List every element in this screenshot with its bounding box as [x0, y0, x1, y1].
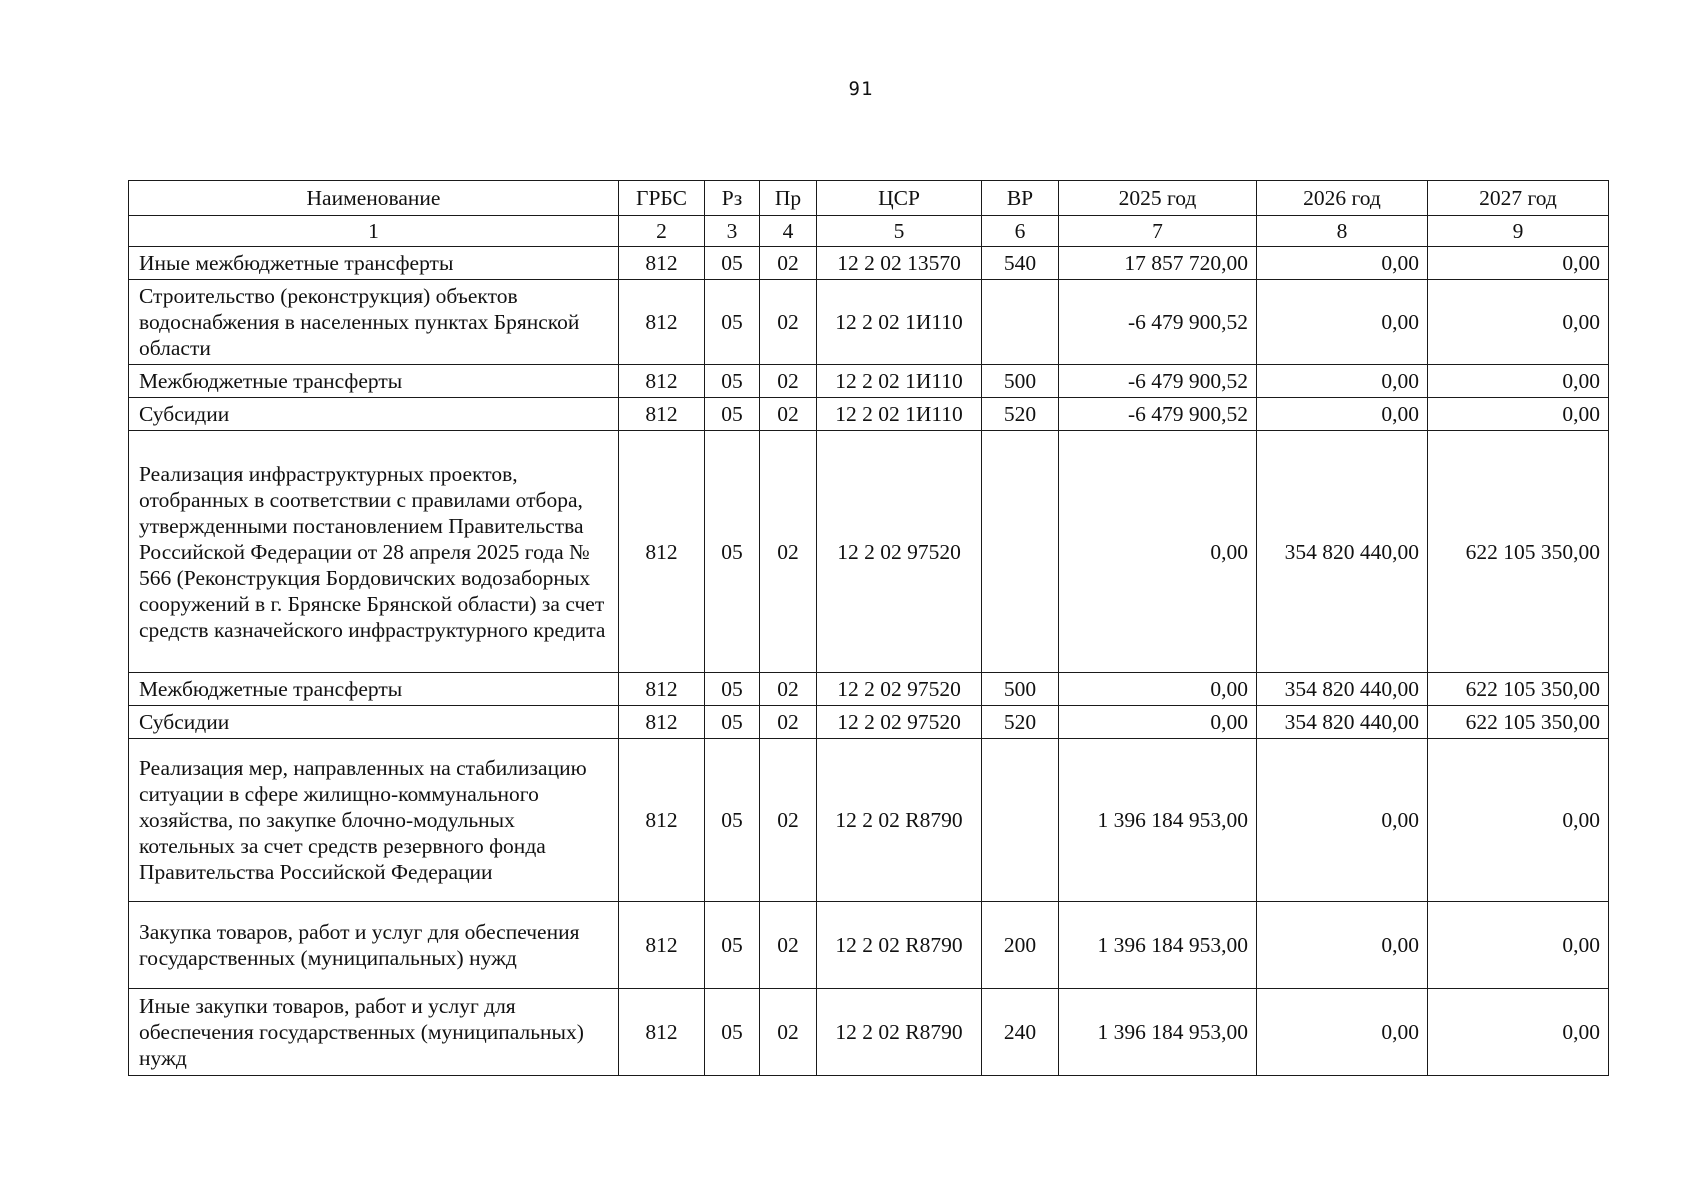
row-grbs: 812: [619, 365, 705, 398]
column-number-row: [129, 216, 1609, 247]
row-2027: 622 105 350,00: [1428, 431, 1609, 673]
row-2027: 0,00: [1428, 280, 1609, 365]
row-pr: 02: [760, 739, 817, 902]
column-number: 6: [982, 216, 1059, 247]
row-name: Иные закупки товаров, работ и услуг для обеспечения государственных (муниципальных) нужд: [129, 989, 619, 1076]
header-row: [129, 181, 1609, 216]
column-number: 3: [705, 216, 760, 247]
row-csr: 12 2 02 97520: [817, 431, 982, 673]
row-vr: [982, 280, 1059, 365]
row-grbs: 812: [619, 280, 705, 365]
header-rz: Рз: [705, 181, 760, 216]
table-body: [129, 247, 1609, 1076]
row-grbs: 812: [619, 247, 705, 280]
row-rz: 05: [705, 398, 760, 431]
table-row: [129, 902, 1609, 989]
row-pr: 02: [760, 989, 817, 1076]
row-pr: 02: [760, 902, 817, 989]
header-2027: 2027 год: [1428, 181, 1609, 216]
row-name: Закупка товаров, работ и услуг для обеспечения государственных (муниципальных) нужд: [129, 902, 619, 989]
row-name: Межбюджетные трансферты: [129, 365, 619, 398]
column-number: 4: [760, 216, 817, 247]
row-2025: 0,00: [1059, 431, 1257, 673]
row-2027: 0,00: [1428, 902, 1609, 989]
row-vr: 500: [982, 365, 1059, 398]
row-2026: 0,00: [1257, 902, 1428, 989]
row-2027: 0,00: [1428, 365, 1609, 398]
table-row: [129, 247, 1609, 280]
row-rz: 05: [705, 280, 760, 365]
row-2026: 354 820 440,00: [1257, 706, 1428, 739]
row-vr: [982, 739, 1059, 902]
row-rz: 05: [705, 706, 760, 739]
row-rz: 05: [705, 247, 760, 280]
row-2025: 17 857 720,00: [1059, 247, 1257, 280]
header-pr: Пр: [760, 181, 817, 216]
row-csr: 12 2 02 R8790: [817, 989, 982, 1076]
row-csr: 12 2 02 1И110: [817, 398, 982, 431]
row-2026: 0,00: [1257, 247, 1428, 280]
row-vr: 520: [982, 706, 1059, 739]
row-2027: 622 105 350,00: [1428, 706, 1609, 739]
header-name: Наименование: [129, 181, 619, 216]
row-rz: 05: [705, 365, 760, 398]
table-row: [129, 673, 1609, 706]
table-row: [129, 365, 1609, 398]
table-row: [129, 989, 1609, 1076]
page-number: 91: [848, 78, 874, 100]
table-row: [129, 431, 1609, 673]
row-csr: 12 2 02 R8790: [817, 739, 982, 902]
column-number: 2: [619, 216, 705, 247]
row-2027: 0,00: [1428, 739, 1609, 902]
row-csr: 12 2 02 97520: [817, 673, 982, 706]
row-csr: 12 2 02 13570: [817, 247, 982, 280]
column-number: 8: [1257, 216, 1428, 247]
column-number: 1: [129, 216, 619, 247]
row-pr: 02: [760, 280, 817, 365]
row-pr: 02: [760, 398, 817, 431]
row-grbs: 812: [619, 431, 705, 673]
row-name: Реализация инфраструктурных проектов, отобранных в соответствии с правилами отбора, утвержденными постановлением Правительства Российской Федерации от 28 апреля 2025 года № 566 (Реконструкция Бордовичских водозаборных сооружений в г. Брянске Брянской области) за счет средств казначейского инфраструктурного кредита: [129, 431, 619, 673]
row-2027: 622 105 350,00: [1428, 673, 1609, 706]
row-pr: 02: [760, 365, 817, 398]
row-rz: 05: [705, 431, 760, 673]
row-2026: 0,00: [1257, 398, 1428, 431]
row-vr: 200: [982, 902, 1059, 989]
row-csr: 12 2 02 R8790: [817, 902, 982, 989]
row-grbs: 812: [619, 706, 705, 739]
row-2027: 0,00: [1428, 989, 1609, 1076]
row-rz: 05: [705, 989, 760, 1076]
column-number: 7: [1059, 216, 1257, 247]
row-2026: 0,00: [1257, 989, 1428, 1076]
row-grbs: 812: [619, 673, 705, 706]
row-pr: 02: [760, 706, 817, 739]
row-2025: -6 479 900,52: [1059, 365, 1257, 398]
row-csr: 12 2 02 1И110: [817, 365, 982, 398]
table-row: [129, 739, 1609, 902]
row-2025: 1 396 184 953,00: [1059, 902, 1257, 989]
row-2026: 0,00: [1257, 280, 1428, 365]
row-2025: -6 479 900,52: [1059, 280, 1257, 365]
row-grbs: 812: [619, 739, 705, 902]
row-vr: [982, 431, 1059, 673]
row-grbs: 812: [619, 398, 705, 431]
header-csr: ЦСР: [817, 181, 982, 216]
row-name: Реализация мер, направленных на стабилизацию ситуации в сфере жилищно-коммунального хозяйства, по закупке блочно-модульных котельных за счет средств резервного фонда Правительства Российской Федерации: [129, 739, 619, 902]
row-grbs: 812: [619, 989, 705, 1076]
row-name: Субсидии: [129, 706, 619, 739]
row-2025: 1 396 184 953,00: [1059, 989, 1257, 1076]
row-rz: 05: [705, 673, 760, 706]
row-rz: 05: [705, 902, 760, 989]
row-pr: 02: [760, 247, 817, 280]
row-2026: 0,00: [1257, 739, 1428, 902]
row-vr: 540: [982, 247, 1059, 280]
row-pr: 02: [760, 431, 817, 673]
row-2027: 0,00: [1428, 398, 1609, 431]
row-csr: 12 2 02 1И110: [817, 280, 982, 365]
row-name: Межбюджетные трансферты: [129, 673, 619, 706]
header-grbs: ГРБС: [619, 181, 705, 216]
row-vr: 520: [982, 398, 1059, 431]
row-vr: 240: [982, 989, 1059, 1076]
row-name: Иные межбюджетные трансферты: [129, 247, 619, 280]
row-2025: 1 396 184 953,00: [1059, 739, 1257, 902]
row-grbs: 812: [619, 902, 705, 989]
row-2025: -6 479 900,52: [1059, 398, 1257, 431]
header-vr: ВР: [982, 181, 1059, 216]
row-2025: 0,00: [1059, 706, 1257, 739]
row-pr: 02: [760, 673, 817, 706]
row-2025: 0,00: [1059, 673, 1257, 706]
row-2026: 354 820 440,00: [1257, 431, 1428, 673]
row-name: Субсидии: [129, 398, 619, 431]
row-name: Строительство (реконструкция) объектов водоснабжения в населенных пунктах Брянской области: [129, 280, 619, 365]
column-number: 5: [817, 216, 982, 247]
table-row: [129, 398, 1609, 431]
column-number: 9: [1428, 216, 1609, 247]
row-vr: 500: [982, 673, 1059, 706]
row-csr: 12 2 02 97520: [817, 706, 982, 739]
row-2026: 0,00: [1257, 365, 1428, 398]
row-2027: 0,00: [1428, 247, 1609, 280]
table-row: [129, 706, 1609, 739]
budget-table: [128, 180, 1609, 1076]
header-2026: 2026 год: [1257, 181, 1428, 216]
table-row: [129, 280, 1609, 365]
row-2026: 354 820 440,00: [1257, 673, 1428, 706]
header-2025: 2025 год: [1059, 181, 1257, 216]
row-rz: 05: [705, 739, 760, 902]
